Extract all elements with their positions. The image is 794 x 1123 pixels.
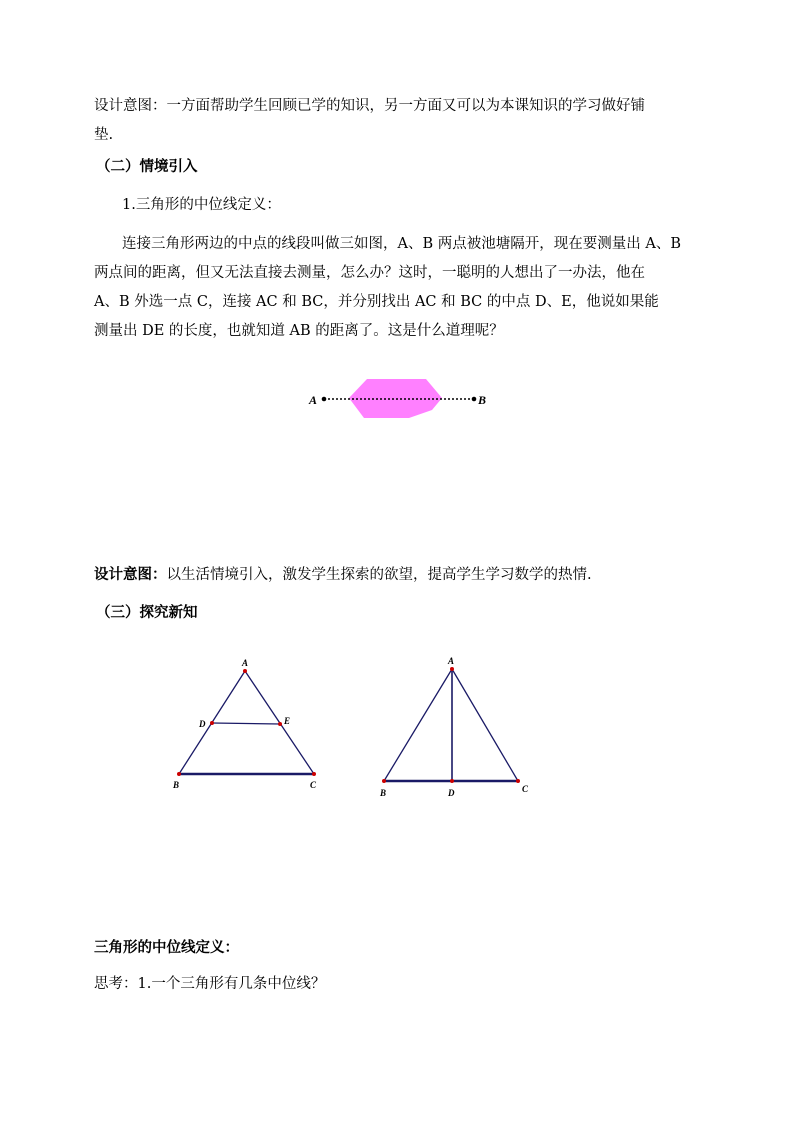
label-b: B	[173, 780, 180, 790]
think-question: 思考：1.一个三角形有几条中位线？	[94, 976, 326, 992]
midline-de	[212, 723, 280, 724]
point-d	[450, 779, 454, 783]
side-ab	[384, 669, 452, 781]
scenario-line-2: 两点间的距离，但又无法直接去测量，怎么办？这时，一聪明的人想出了一办法，他在	[94, 265, 645, 281]
label-c: C	[310, 780, 317, 790]
intro-line-1: 设计意图：一方面帮助学生回顾已学的知识，另一方面又可以为本课知识的学习做好铺	[94, 98, 645, 114]
scenario-line-4: 测量出 DE 的长度，也就知道 AB 的距离了。这是什么道理呢？	[94, 323, 504, 339]
point-b	[177, 772, 181, 776]
intro-line-2: 垫.	[94, 127, 114, 143]
point-d	[210, 721, 214, 725]
point-e	[278, 722, 282, 726]
label-e: E	[284, 716, 291, 726]
scenario-line-1: 连接三角形两边的中点的线段叫做三如图，A、B 两点被池塘隔开，现在要测量出 A、B	[122, 236, 681, 252]
design-intent-label: 设计意图：	[94, 566, 167, 583]
label-b: B	[478, 393, 487, 407]
label-b: B	[380, 788, 387, 798]
point-b	[472, 397, 477, 402]
triangle-midline-figure	[172, 658, 317, 790]
point-a	[243, 669, 247, 673]
section-2-item-1: 1.三角形的中位线定义：	[122, 197, 281, 213]
label-a: A	[242, 658, 249, 668]
point-b	[382, 779, 386, 783]
label-a: A	[309, 393, 318, 407]
side-ac	[452, 669, 518, 781]
triangle-median-figure	[379, 656, 529, 798]
label-c: C	[522, 784, 529, 794]
section-3-title: （三）探究新知	[96, 604, 198, 621]
section-2-title: （二）情境引入	[96, 158, 198, 175]
label-d: D	[199, 719, 206, 729]
point-c	[516, 779, 520, 783]
point-a	[322, 397, 327, 402]
point-a	[450, 667, 454, 671]
point-c	[312, 772, 316, 776]
design-intent-text: 以生活情境引入，激发学生探索的欲望，提高学生学习数学的热情.	[166, 567, 592, 583]
scenario-line-3: A、B 外选一点 C，连接 AC 和 BC，并分别找出 AC 和 BC 的中点 D、E，他说如果能	[94, 294, 659, 310]
design-intent-2	[94, 560, 704, 590]
label-a: A	[448, 656, 455, 666]
definition-heading: 三角形的中位线定义：	[94, 939, 239, 956]
label-d: D	[448, 788, 455, 798]
pond-figure	[308, 379, 486, 418]
